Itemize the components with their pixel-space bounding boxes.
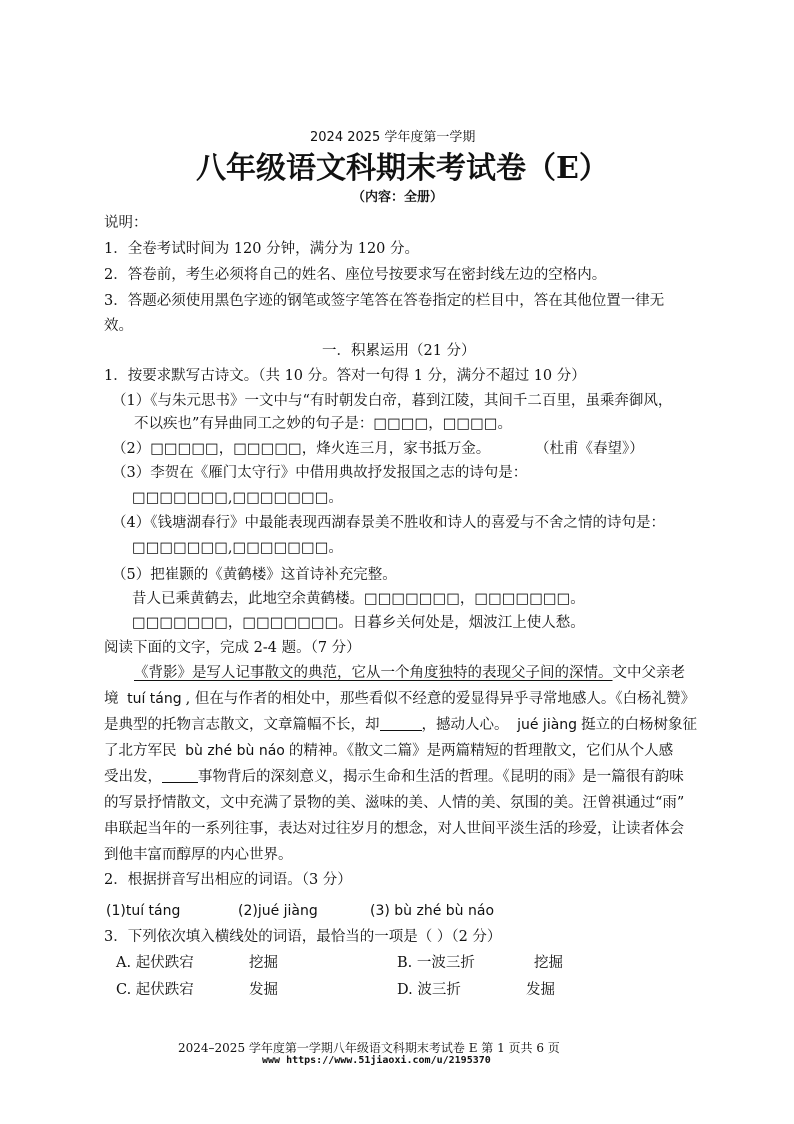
passage-line-8: 到他丰富而醇厚的内心世界。 [104,847,293,863]
note-3b: 效。 [104,318,133,334]
option-c-word2: 发掘 [249,982,278,998]
option-a-word2: 挖掘 [249,955,278,971]
page-title: 八年级语文科期末考试卷（E） [196,151,609,186]
passage-line-7: 串联起当年的一系列往事，表达对过往岁月的想念，对人世间平淡生活的珍爱，让读者体会 [104,821,684,837]
option-c-word1: C. 起伏跌宕 [116,982,194,998]
passage-line-5: 受出发， 事物背后的深刻意义，揭示生命和生活的哲理。《昆明的雨》是一篇很有韵味 [104,769,684,785]
q2-item-2: (2)jué jiàng [238,903,318,919]
q1-3b: □□□□□□□,□□□□□□□。 [132,490,343,506]
note-1: 1．全卷考试时间为 120 分钟，满分为 120 分。 [104,241,420,257]
q2-item-3: (3) bù zhé bù náo [370,903,495,919]
q1-1b: 不以疾也”有异曲同工之妙的句子是：□□□□，□□□□。 [134,416,513,432]
q1-4a: （4）《钱塘湖春行》中最能表现西湖春景美不胜收和诗人的喜爱与不舍之情的诗句是： [112,515,665,531]
option-d-word2: 发掘 [526,982,555,998]
pinyin-buzhebunao: bù zhé bù náo [185,743,285,759]
option-d-word1: D. 波三折 [397,982,461,998]
scope-line: （内容：全册） [352,190,444,205]
passage-line-3: 是典型的托物言志散文，文章篇幅不长，却 ，撼动人心。 jué jiàng 挺立的白杨树象征 [104,717,698,733]
option-b-word1: B. 一波三折 [397,955,475,971]
passage-line-2: 境 tuí táng , 但在与作者的相处中，那些看似不经意的爱显得异乎寻常地感人。《白杨礼赞》 [104,691,696,707]
option-a-word1: A. 起伏跌宕 [116,955,194,971]
pinyin-tuitang: tuí táng [127,691,182,707]
q2-stem: 2．根据拼音写出相应的词语。（3 分） [104,872,352,888]
q1-5c: □□□□□□□，□□□□□□□。日暮乡关何处是，烟波江上使人愁。 [132,615,585,631]
pinyin-juejiang: jué jiàng [517,717,578,733]
q1-4b: □□□□□□□,□□□□□□□。 [132,540,343,556]
passage-line-1: 《背影》是写人记事散文的典范，它从一个角度独特的表现父子间的深情。文中父亲老 [134,665,685,681]
underlined-sentence: 《背影》是写人记事散文的典范，它从一个角度独特的表现父子间的深情。 [134,665,613,681]
q1-1a: （1）《与朱元思书》一文中与“有时朝发白帝，暮到江陵，其间千二百里，虽乘奔御风， [112,393,673,409]
q1-5a: （5）把崔颢的《黄鹤楼》这首诗补充完整。 [112,567,397,583]
page-footer: 2024–2025 学年度第一学期八年级语文科期末考试卷 E 第 1 页共 6 页 [178,1041,560,1055]
q1-2: （2）□□□□□，□□□□□，烽火连三月，家书抵万金。 [112,441,491,457]
section-heading: 一．积累运用（21 分） [322,343,476,359]
passage-line-6: 的写景抒情散文，文中充满了景物的美、滋味的美、人情的美、氛围的美。汪曾祺通过“雨” [104,795,685,811]
q2-item-1: (1)tuí táng [106,903,181,919]
q1-5b: 昔人已乘黄鹤去，此地空余黄鹤楼。□□□□□□□，□□□□□□□。 [132,591,585,607]
note-3a: 3．答题必须使用黑色字迹的钢笔或签字笔答在答卷指定的栏目中，答在其他位置一律无 [104,293,665,309]
blank-1[interactable] [380,716,422,731]
term-line: 2024 2025 学年度第一学期 [310,130,476,145]
passage-line-4: 了北方军民 bù zhé bù náo 的精神。《散文二篇》是两篇精短的哲理散文，它们从个人感 [104,743,674,759]
q3-stem: 3．下列依次填入横线处的词语，最恰当的一项是（ ）（2 分） [104,929,502,945]
reading-intro: 阅读下面的文字，完成 2-4 题。（7 分） [104,640,361,656]
note-2: 2．答卷前，考生必须将自己的姓名、座位号按要求写在密封线左边的空格内。 [104,267,607,283]
option-b-word2: 挖掘 [534,955,563,971]
q1-stem: 1．按要求默写古诗文。（共 10 分。答对一句得 1 分，满分不超过 10 分） [104,368,586,384]
blank-2[interactable] [162,768,198,783]
notes-heading: 说明： [104,215,148,231]
q1-2-source: （杜甫《春望》） [535,441,644,457]
q1-3a: （3）李贺在《雁门太守行》中借用典故抒发报国之志的诗句是： [112,465,528,481]
watermark-url: www https://www.51jiaoxi.com/u/2195370 [262,1055,491,1066]
